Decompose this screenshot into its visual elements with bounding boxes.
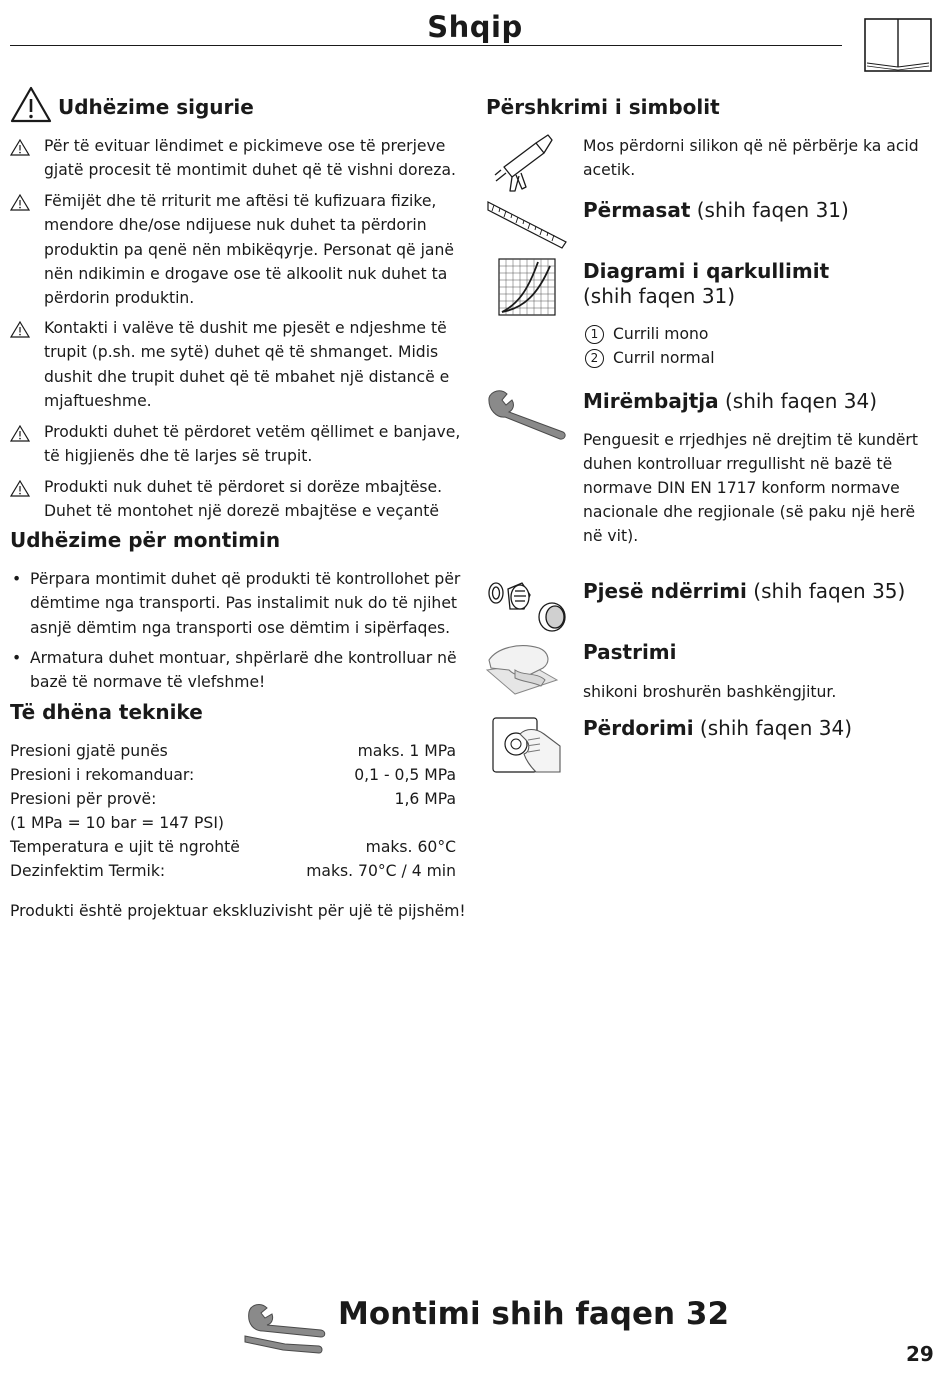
usage-title [583, 716, 852, 741]
flow-label: Diagrami i qarkullimit [583, 259, 830, 283]
cleaning-label: Pastrimi [583, 640, 677, 664]
mounting-item-text: Përpara montimit duhet që produkti të kontrollohet për dëmtime nga transporti. Pas instalimit nuk do të njihet asnjë dëmtim nga transporti ose dëmtim i sipërfaqes. [30, 570, 461, 637]
silicone-note: Mos përdorni silikon që në përbërje ka acid acetik. [583, 137, 919, 179]
spec-value: maks. 60°C [365, 838, 456, 856]
dimensions-ref: (shih faqen 31) [690, 198, 849, 222]
spec-label: Presioni gjatë punës [10, 742, 168, 760]
safety-item [10, 134, 466, 183]
safety-item-text: Fëmijët dhe të rriturit me aftësi të kufizuara fizike, mendore dhe/ose ndijuese nuk duhet ta përdorin produktin pa qenë nën mbikëqyrje. Personat që janë nën ndikimin e drogave ose të alkoolit nuk duhet ta përdorin produktin. [44, 192, 454, 308]
warning-icon [10, 321, 30, 338]
legend-label: Currili mono [613, 325, 709, 343]
cleaning-text: shikoni broshurën bashkëngjitur. [583, 683, 837, 701]
spec-value: 1,6 MPa [394, 790, 456, 808]
usage-label: Përdorimi [583, 716, 694, 740]
warning-icon [10, 86, 52, 123]
maintenance-title [583, 389, 877, 414]
warning-icon [10, 194, 30, 211]
technical-note: Produkti është projektuar ekskluzivisht për ujë të pijshëm! [10, 902, 466, 920]
flow-diagram-icon [498, 258, 556, 316]
mounting-item-text: Armatura duhet montuar, shpërlarë dhe kontrolluar në bazë të normave të vlefshme! [30, 649, 457, 692]
bullet: • [12, 649, 22, 667]
safety-item [10, 189, 466, 310]
hand-knob-icon [490, 710, 562, 774]
spec-row [10, 787, 456, 811]
assembly-reference: Montimi shih faqen 32 [338, 1296, 730, 1332]
wrench-icon [485, 388, 569, 442]
book-icon [864, 17, 932, 73]
cleaning-cloth-icon [485, 640, 563, 696]
flow-title [583, 259, 829, 284]
mounting-item [10, 567, 466, 640]
technical-heading: Të dhëna teknike [10, 700, 203, 724]
page-language-title: Shqip [427, 10, 523, 44]
spec-row [10, 739, 456, 763]
dimensions-title [583, 198, 849, 223]
spec-row [10, 763, 456, 787]
flow-legend-item [585, 346, 715, 370]
spare-ref: (shih faqen 35) [746, 579, 906, 603]
spec-row [10, 811, 456, 835]
safety-item-text: Kontakti i valëve të dushit me pjesët e ndjeshme të trupit (p.sh. me sytë) duhet që të shmanget. Midis dushit dhe trupit duhet që të mbahet një distancë e mjaftueshme. [44, 319, 450, 410]
spec-label: Presioni për provë: [10, 790, 157, 808]
spare-parts-icon [486, 573, 576, 635]
warning-icon [10, 480, 30, 497]
tools-icon [243, 1300, 327, 1358]
safety-item-text: Produkti nuk duhet të përdoret si dorëze mbajtëse. Duhet të montohet një dorezë mbajtëse e veçantë [44, 478, 443, 521]
flow-ref: (shih faqen 31) [583, 284, 736, 308]
dimensions-label: Përmasat [583, 198, 691, 222]
maintenance-label: Mirëmbajtja [583, 389, 719, 413]
flow-legend-item [585, 322, 708, 346]
silicone-gun-icon [492, 133, 560, 195]
spec-row [10, 835, 456, 859]
safety-item [10, 475, 466, 524]
spec-value: maks. 1 MPa [357, 742, 456, 760]
spec-label: (1 MPa = 10 bar = 147 PSI) [10, 814, 225, 832]
warning-icon [10, 425, 30, 442]
spec-label: Presioni i rekomanduar: [10, 766, 195, 784]
spec-value: 0,1 - 0,5 MPa [354, 766, 456, 784]
warning-icon [10, 139, 30, 156]
maintenance-ref: (shih faqen 34) [718, 389, 878, 413]
page-number: 29 [906, 1342, 934, 1366]
legend-label: Curril normal [613, 349, 715, 367]
spec-row [10, 859, 456, 883]
spare-label: Pjesë ndërrimi [583, 579, 747, 603]
ruler-icon [486, 198, 568, 250]
mounting-item [10, 646, 466, 695]
spec-label: Temperatura e ujit të ngrohtë [10, 838, 240, 856]
safety-item [10, 316, 466, 413]
header-rule [10, 45, 842, 46]
symbols-heading: Përshkrimi i simbolit [486, 95, 720, 119]
spec-label: Dezinfektim Termik: [10, 862, 166, 880]
legend-number: 1 [585, 325, 604, 344]
safety-item-text: Për të evituar lëndimet e pickimeve ose të prerjeve gjatë procesit të montimit duhet që të vishni doreza. [44, 137, 456, 180]
mounting-heading: Udhëzime për montimin [10, 528, 281, 552]
spec-value: maks. 70°C / 4 min [306, 862, 456, 880]
usage-ref: (shih faqen 34) [693, 716, 852, 740]
safety-heading: Udhëzime sigurie [58, 95, 254, 119]
safety-item-text: Produkti duhet të përdoret vetëm qëllimet e banjave, të higjienës dhe të larjes së trupit. [44, 423, 461, 466]
safety-item [10, 420, 466, 469]
cleaning-title [583, 640, 677, 665]
maintenance-text: Penguesit e rrjedhjes në drejtim të kundërt duhen kontrolluar rregullisht në bazë të normave DIN EN 1717 konform normave nacionale dhe regjionale (së paku një herë në vit). [583, 431, 918, 545]
bullet: • [12, 570, 22, 588]
legend-number: 2 [585, 349, 604, 368]
spare-title [583, 579, 905, 604]
